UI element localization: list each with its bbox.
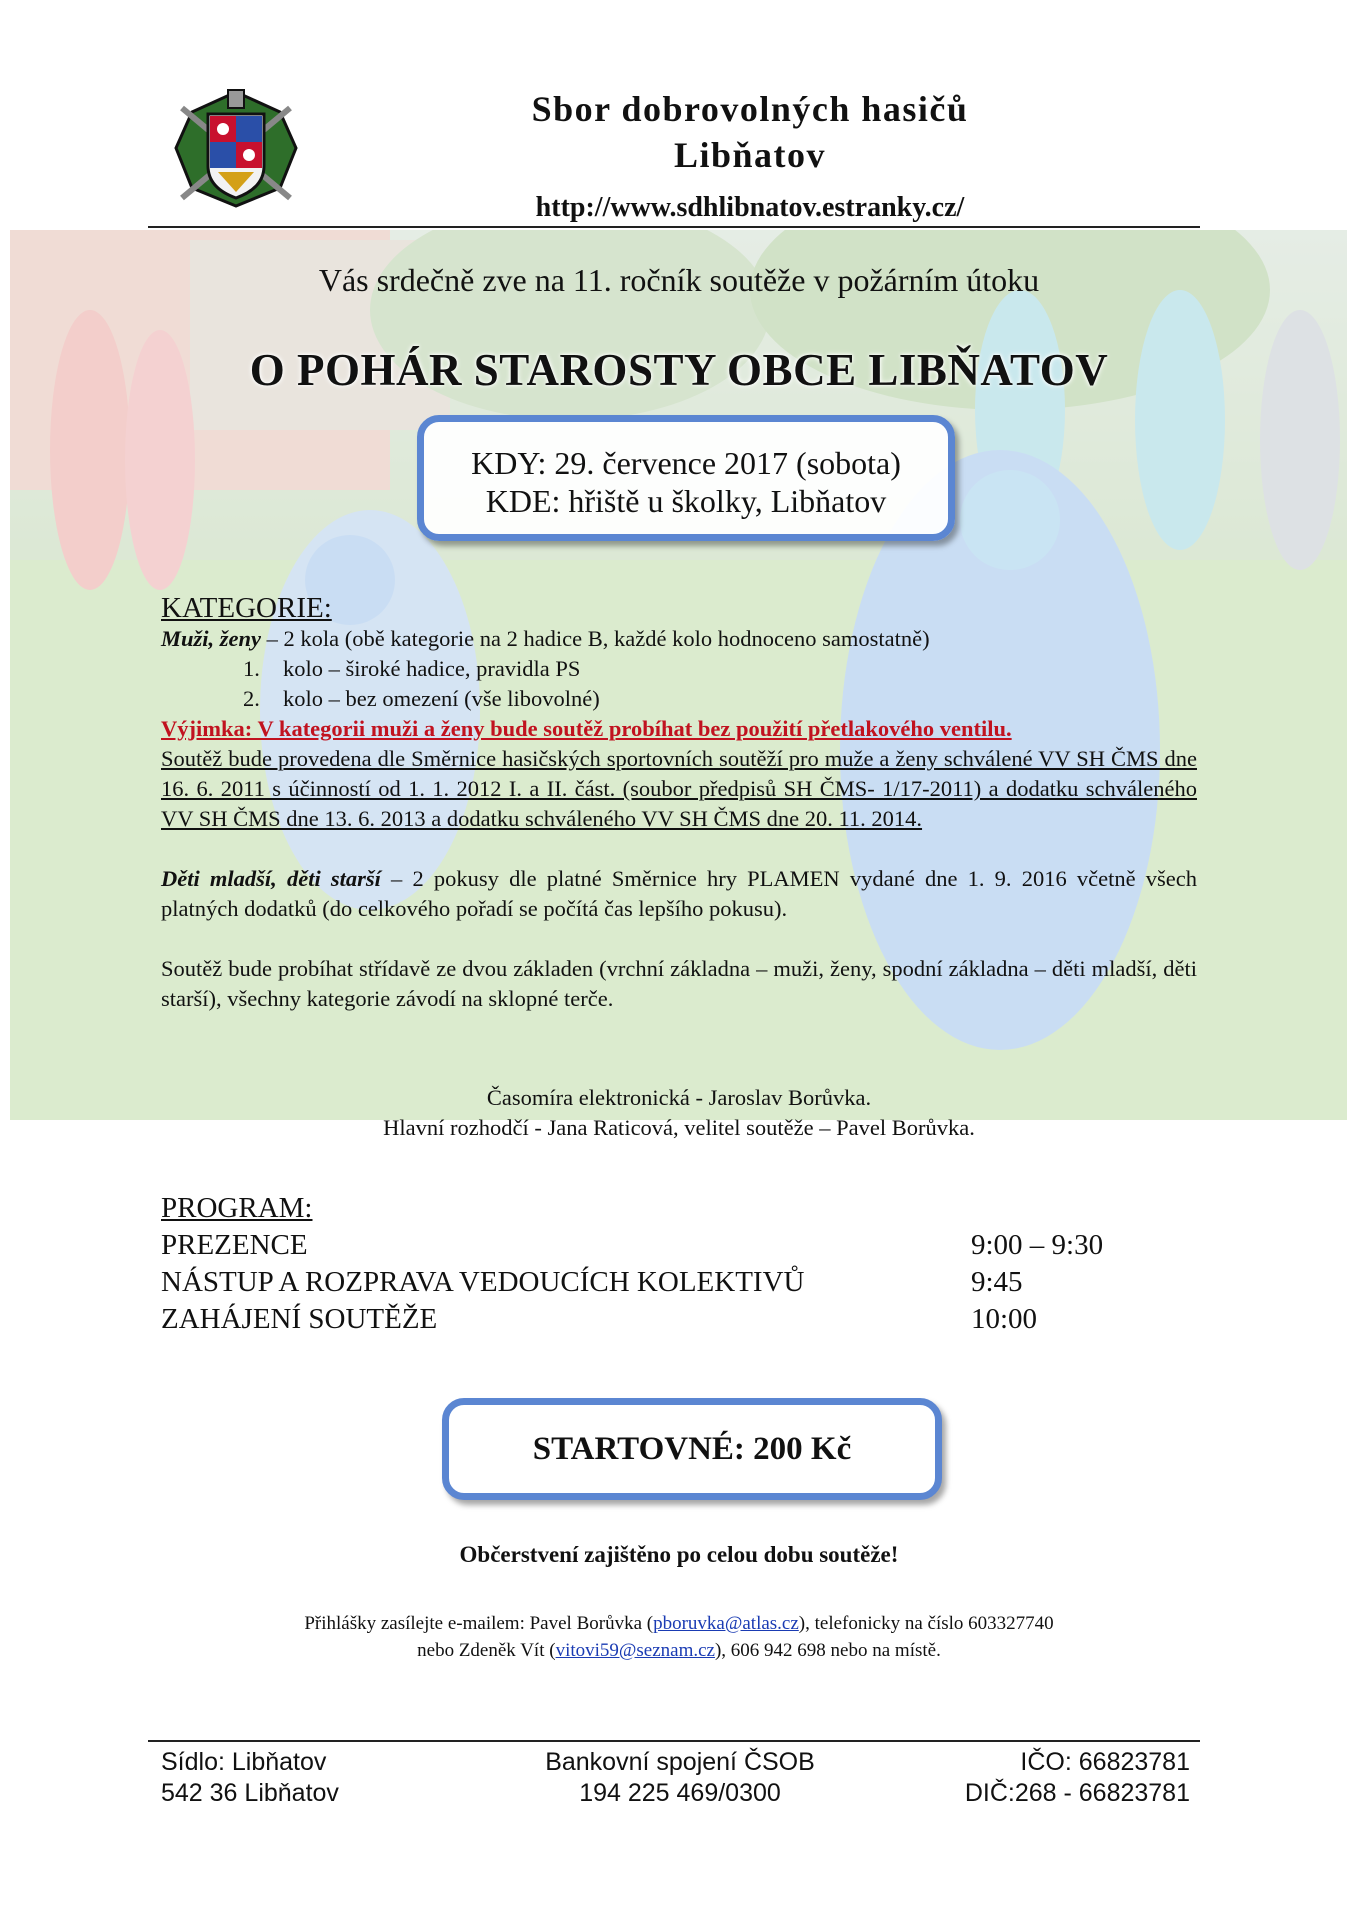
- categories-heading: KATEGORIE:: [161, 592, 332, 624]
- kids-label: Děti mladší, děti starší: [161, 866, 381, 891]
- email-link-vitovi[interactable]: vitovi59@seznam.cz: [555, 1640, 715, 1661]
- kids-category: [161, 864, 1197, 924]
- timing-line: Časomíra elektronická - Jaroslav Borůvka.: [486, 1085, 872, 1110]
- program-heading: PROGRAM:: [161, 1192, 313, 1224]
- header-divider: [148, 226, 1200, 228]
- officials-info: [0, 1083, 1358, 1143]
- event-date: KDY: 29. července 2017 (sobota): [471, 445, 901, 481]
- footer-divider: [148, 1740, 1200, 1742]
- entry-fee: STARTOVNÉ: 200 Kč: [532, 1431, 852, 1467]
- program-item-label: NÁSTUP A ROZPRAVA VEDOUCÍCH KOLEKTIVŮ: [161, 1266, 805, 1298]
- program-item-time: 9:00 – 9:30: [971, 1229, 1104, 1261]
- invitation-text: Vás srdečně zve na 11. ročník soutěže v požárním útoku: [318, 262, 1040, 298]
- event-location: KDE: hřiště u školky, Libňatov: [485, 483, 887, 519]
- date-location-box: [417, 415, 955, 541]
- men-women-description: – 2 kola (obě kategorie na 2 hadice B, každé kolo hodnoceno samostatně): [261, 626, 930, 651]
- entry-fee-box: [442, 1398, 942, 1500]
- program-section: [161, 1190, 1111, 1338]
- event-title: O POHÁR STAROSTY OBCE LIBŇATOV: [249, 345, 1109, 395]
- registration-contact: [0, 1610, 1358, 1664]
- email-link-pboruvka[interactable]: pboruvka@atlas.cz: [653, 1613, 799, 1634]
- men-women-label: Muži, ženy: [161, 626, 262, 651]
- program-item-time: 10:00: [971, 1303, 1038, 1335]
- categories-section: [161, 592, 1197, 1014]
- organization-name-line1: Sbor dobrovolných hasičů: [531, 89, 969, 129]
- program-row: [161, 1227, 1111, 1264]
- spacer: [161, 924, 1197, 954]
- footer-ids: IČO: 66823781 DIČ:268 - 66823781: [964, 1748, 1190, 1807]
- footer-bank: Bankovní spojení ČSOB 194 225 469/0300: [545, 1748, 815, 1807]
- men-women-category: [161, 624, 1197, 654]
- organization-name: [420, 86, 1080, 178]
- bases-text: Soutěž bude probíhat střídavě ze dvou základen (vrchní základna – muži, ženy, spodní základna – děti mladší, děti starší), všechny kategorie závodí na sklopné terče.: [161, 956, 1197, 1011]
- spacer: [161, 834, 1197, 864]
- program-item-label: ZAHÁJENÍ SOUTĚŽE: [161, 1303, 438, 1335]
- rules-text: Soutěž bude provedena dle Směrnice hasičských sportovních soutěží pro muže a ženy schválené VV SH ČMS dne 16. 6. 2011 s účinností od 1. 1. 2012 I. a II. část. (soubor předpisů SH ČMS- 1/17-2011) a dodatku schváleného VV SH ČMS dne 13. 6. 2013 a dodatku schváleného VV SH ČMS dne 20. 11. 2014.: [161, 746, 1197, 831]
- footer-address: Sídlo: Libňatov 542 36 Libňatov: [161, 1748, 339, 1807]
- kids-description: – 2 pokusy dle platné Směrnice hry PLAMEN vydané dne 1. 9. 2016 včetně všech platných dodatků (do celkového pořadí se počítá čas lepšího pokusu).: [161, 866, 1197, 921]
- contact-line2: nebo Zdeněk Vít (vitovi59@seznam.cz), 606 942 698 nebo na místě.: [417, 1640, 941, 1661]
- judges-line: Hlavní rozhodčí - Jana Raticová, velitel soutěže – Pavel Borůvka.: [383, 1115, 975, 1140]
- program-row: [161, 1301, 1111, 1338]
- program-row: [161, 1264, 1111, 1301]
- organization-url: http://www.sdhlibnatov.estranky.cz/: [535, 192, 965, 223]
- round-item: 2. kolo – bez omezení (vše libovolné): [243, 686, 600, 711]
- program-item-label: PREZENCE: [161, 1229, 308, 1261]
- fire-brigade-emblem: [168, 88, 304, 210]
- program-item-time: 9:45: [971, 1266, 1023, 1298]
- organization-name-line2: Libňatov: [673, 135, 827, 175]
- contact-line1: Přihlášky zasílejte e-mailem: Pavel Borůvka (pboruvka@atlas.cz), telefonicky na číslo 603327740: [304, 1613, 1054, 1634]
- exception-notice: Výjimka: V kategorii muži a ženy bude soutěž probíhat bez použití přetlakového ventilu.: [161, 716, 1012, 741]
- round-item: 1. kolo – široké hadice, pravidla PS: [243, 656, 581, 681]
- refreshments-note: Občerstvení zajištěno po celou dobu soutěže!: [459, 1542, 899, 1567]
